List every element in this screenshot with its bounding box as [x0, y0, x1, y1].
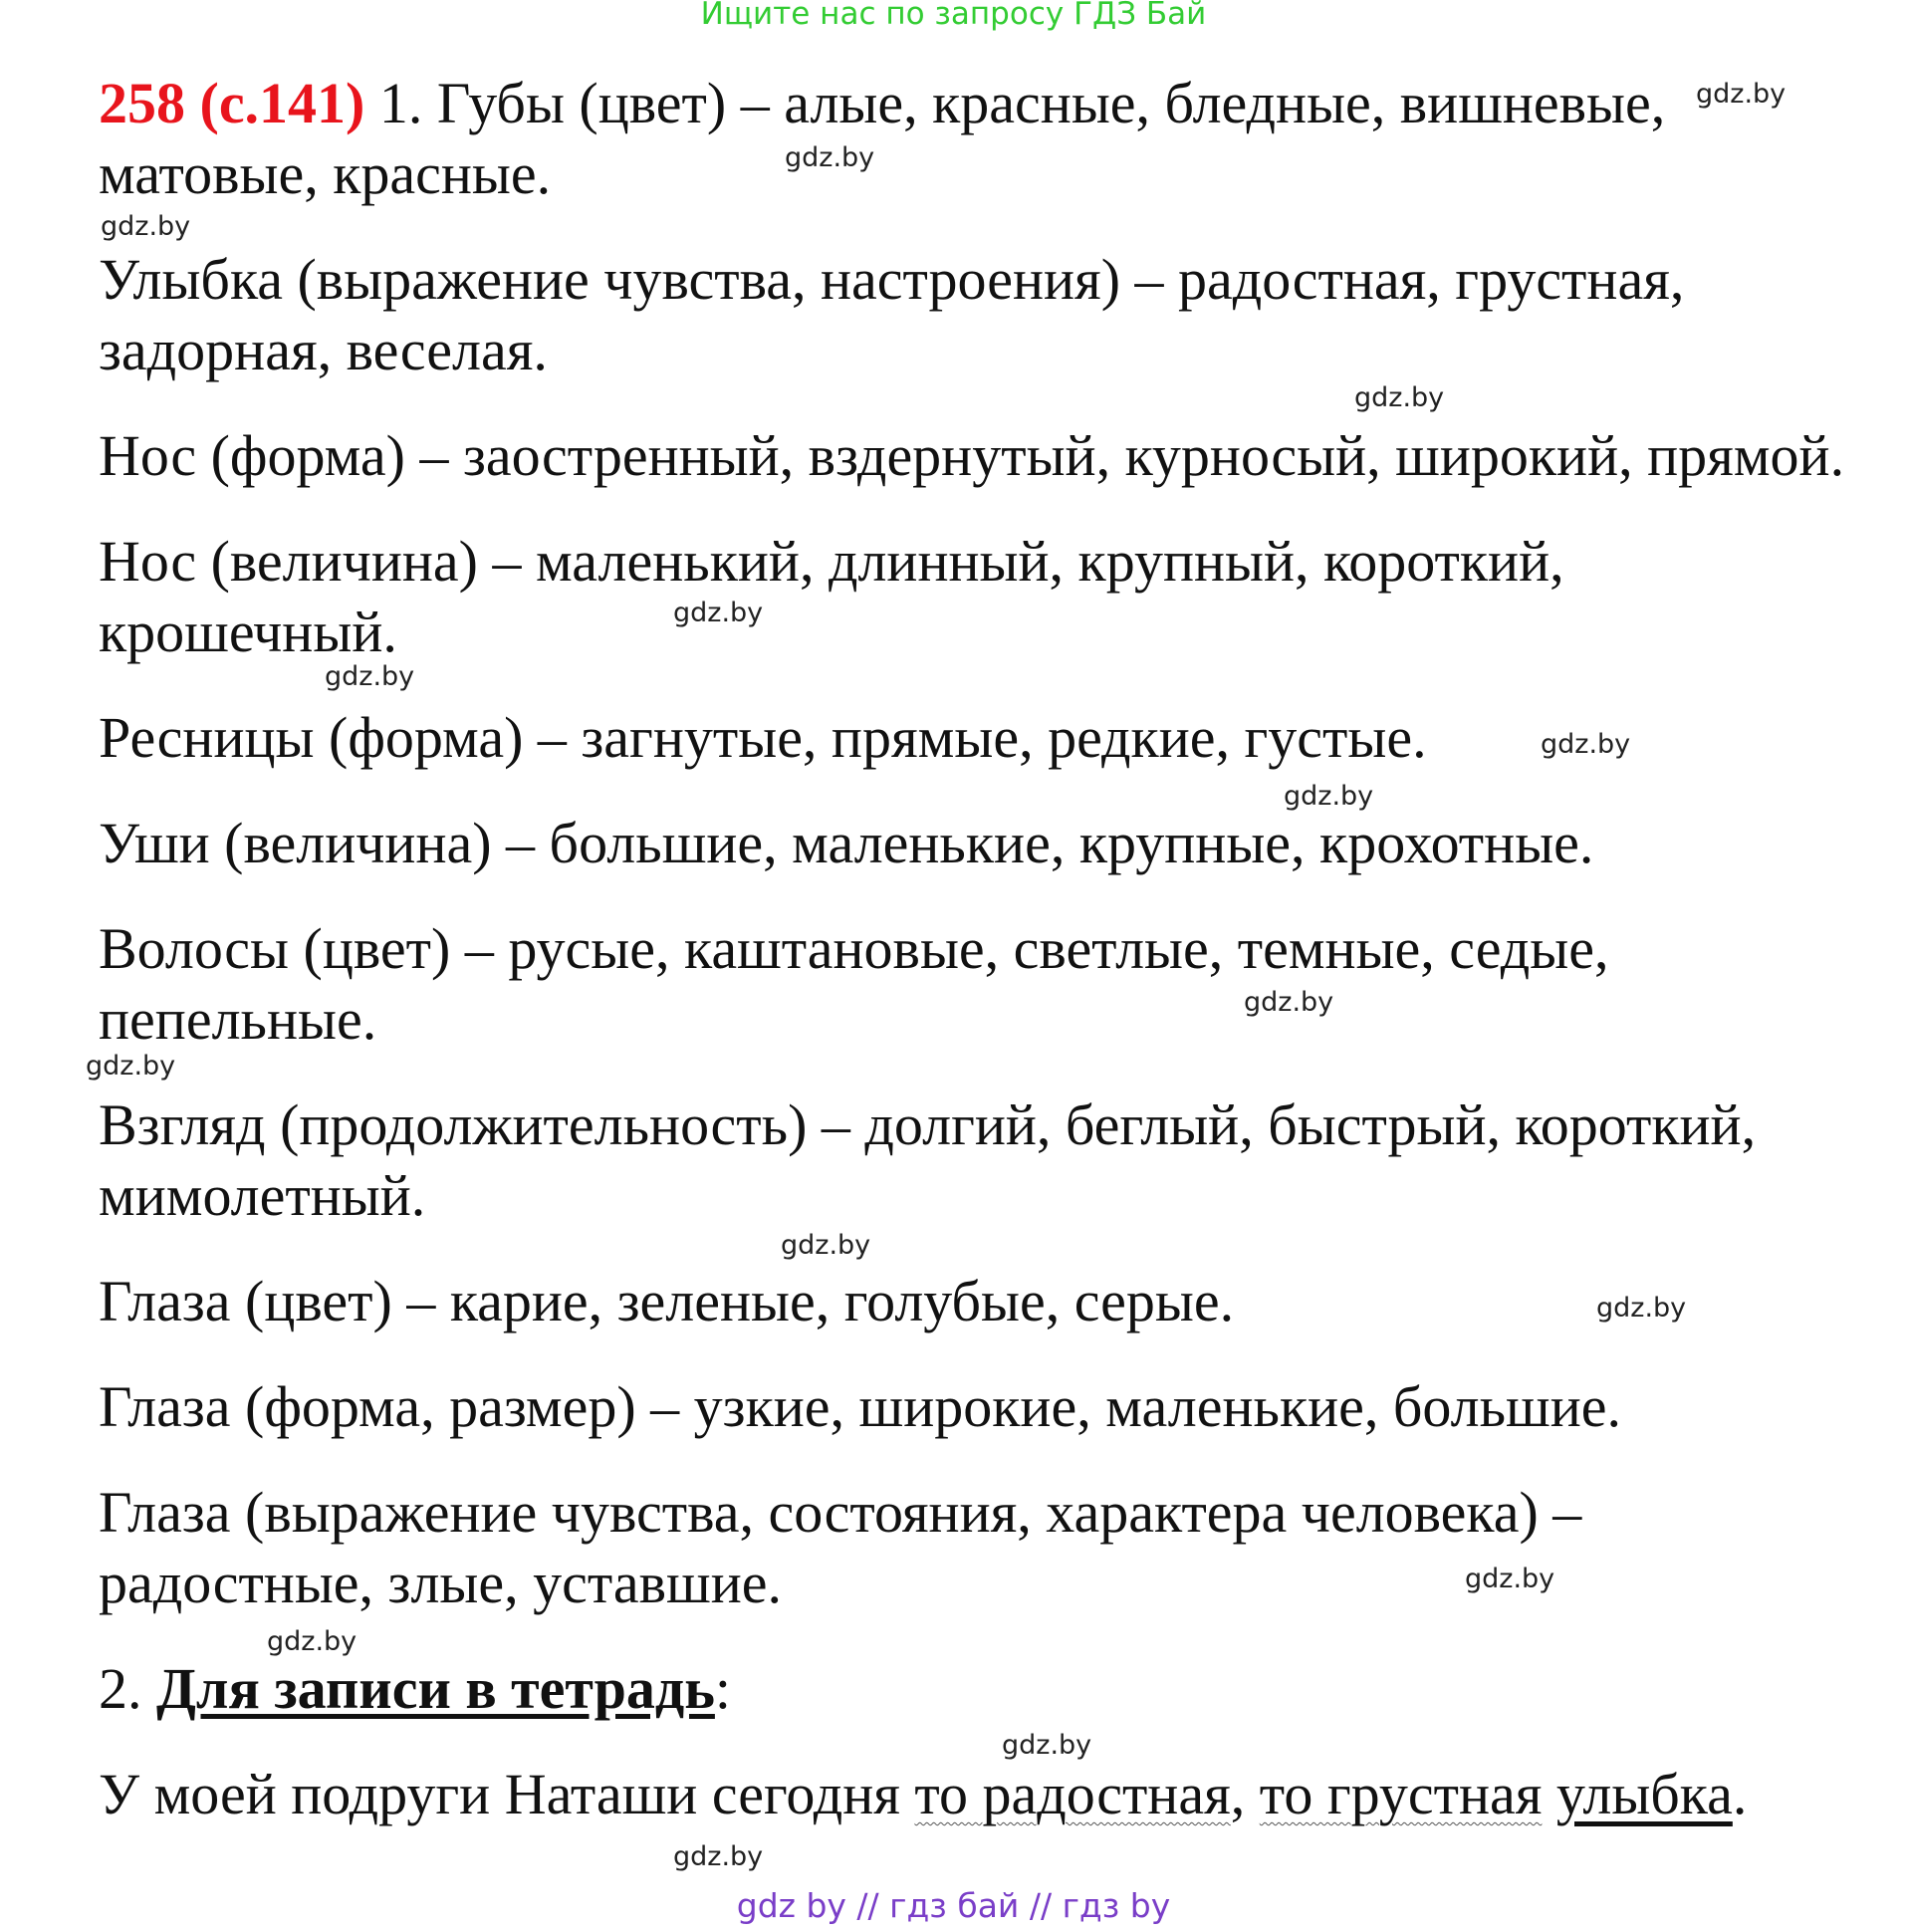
notebook-sentence — [99, 1761, 1747, 1827]
part1-number: 1. — [378, 71, 423, 135]
line-13: мимолетный. — [99, 1163, 426, 1228]
watermark: gdz.by — [1354, 382, 1445, 413]
part2-heading: Для записи в тетрадь — [156, 1656, 715, 1721]
watermark: gdz.by — [1244, 987, 1334, 1018]
watermark: gdz.by — [101, 211, 191, 242]
line-1 — [99, 70, 1665, 136]
part2-number: 2. — [99, 1656, 142, 1721]
line-1-text: Губы (цвет) – алые, красные, бледные, вишневые, — [436, 71, 1666, 135]
footer-links[interactable]: gdz by // гдз бай // гдз by — [736, 1886, 1171, 1925]
watermark: gdz.by — [673, 1841, 764, 1872]
watermark: gdz.by — [1596, 1293, 1687, 1324]
line-5: Нос (форма) – заостренный, вздернутый, курносый, широкий, прямой. — [99, 423, 1845, 488]
watermark: gdz.by — [781, 1230, 871, 1261]
exercise-number: 258 (с.141) — [99, 71, 365, 135]
sentence-comma: , — [1230, 1762, 1260, 1826]
line-15: Глаза (форма, размер) – узкие, широкие, маленькие, большие. — [99, 1374, 1621, 1439]
search-hint-link[interactable]: Ищите нас по запросу ГДЗ Бай — [700, 0, 1207, 32]
watermark: gdz.by — [1465, 1564, 1555, 1594]
line-2: матовые, красные. — [99, 141, 552, 206]
watermark: gdz.by — [1541, 729, 1631, 760]
line-14: Глаза (цвет) – карие, зеленые, голубые, серые. — [99, 1269, 1235, 1333]
line-8: Ресницы (форма) – загнутые, прямые, редкие, густые. — [99, 705, 1427, 770]
line-9: Уши (величина) – большие, маленькие, крупные, крохотные. — [99, 811, 1594, 875]
line-7: крошечный. — [99, 600, 397, 664]
line-4: задорная, веселая. — [99, 318, 548, 382]
line-11: пепельные. — [99, 987, 377, 1052]
sentence-space — [1542, 1762, 1556, 1826]
watermark: gdz.by — [325, 661, 415, 692]
watermark: gdz.by — [673, 598, 764, 628]
predicate-part-1: то радостная — [914, 1762, 1231, 1826]
part2-line — [99, 1655, 731, 1722]
watermark: gdz.by — [1696, 79, 1787, 110]
sentence-subject: улыбка — [1555, 1762, 1733, 1826]
watermark: gdz.by — [1002, 1730, 1092, 1761]
line-16: Глаза (выражение чувства, состояния, характера человека) – — [99, 1480, 1582, 1545]
line-3: Улыбка (выражение чувства, настроения) – радостная, грустная, — [99, 247, 1685, 312]
watermark: gdz.by — [1284, 781, 1374, 812]
watermark: gdz.by — [86, 1051, 176, 1082]
line-6: Нос (величина) – маленький, длинный, крупный, короткий, — [99, 529, 1564, 594]
sentence-end: . — [1732, 1762, 1748, 1826]
line-10: Волосы (цвет) – русые, каштановые, светлые, темные, седые, — [99, 916, 1609, 981]
line-17: радостные, злые, уставшие. — [99, 1551, 782, 1615]
part2-colon: : — [714, 1656, 732, 1721]
watermark: gdz.by — [267, 1626, 358, 1657]
watermark: gdz.by — [785, 142, 875, 173]
predicate-part-2: то грустная — [1259, 1762, 1543, 1826]
line-12: Взгляд (продолжительность) – долгий, беглый, быстрый, короткий, — [99, 1092, 1757, 1157]
sentence-start: У моей подруги Наташи сегодня — [99, 1762, 915, 1826]
